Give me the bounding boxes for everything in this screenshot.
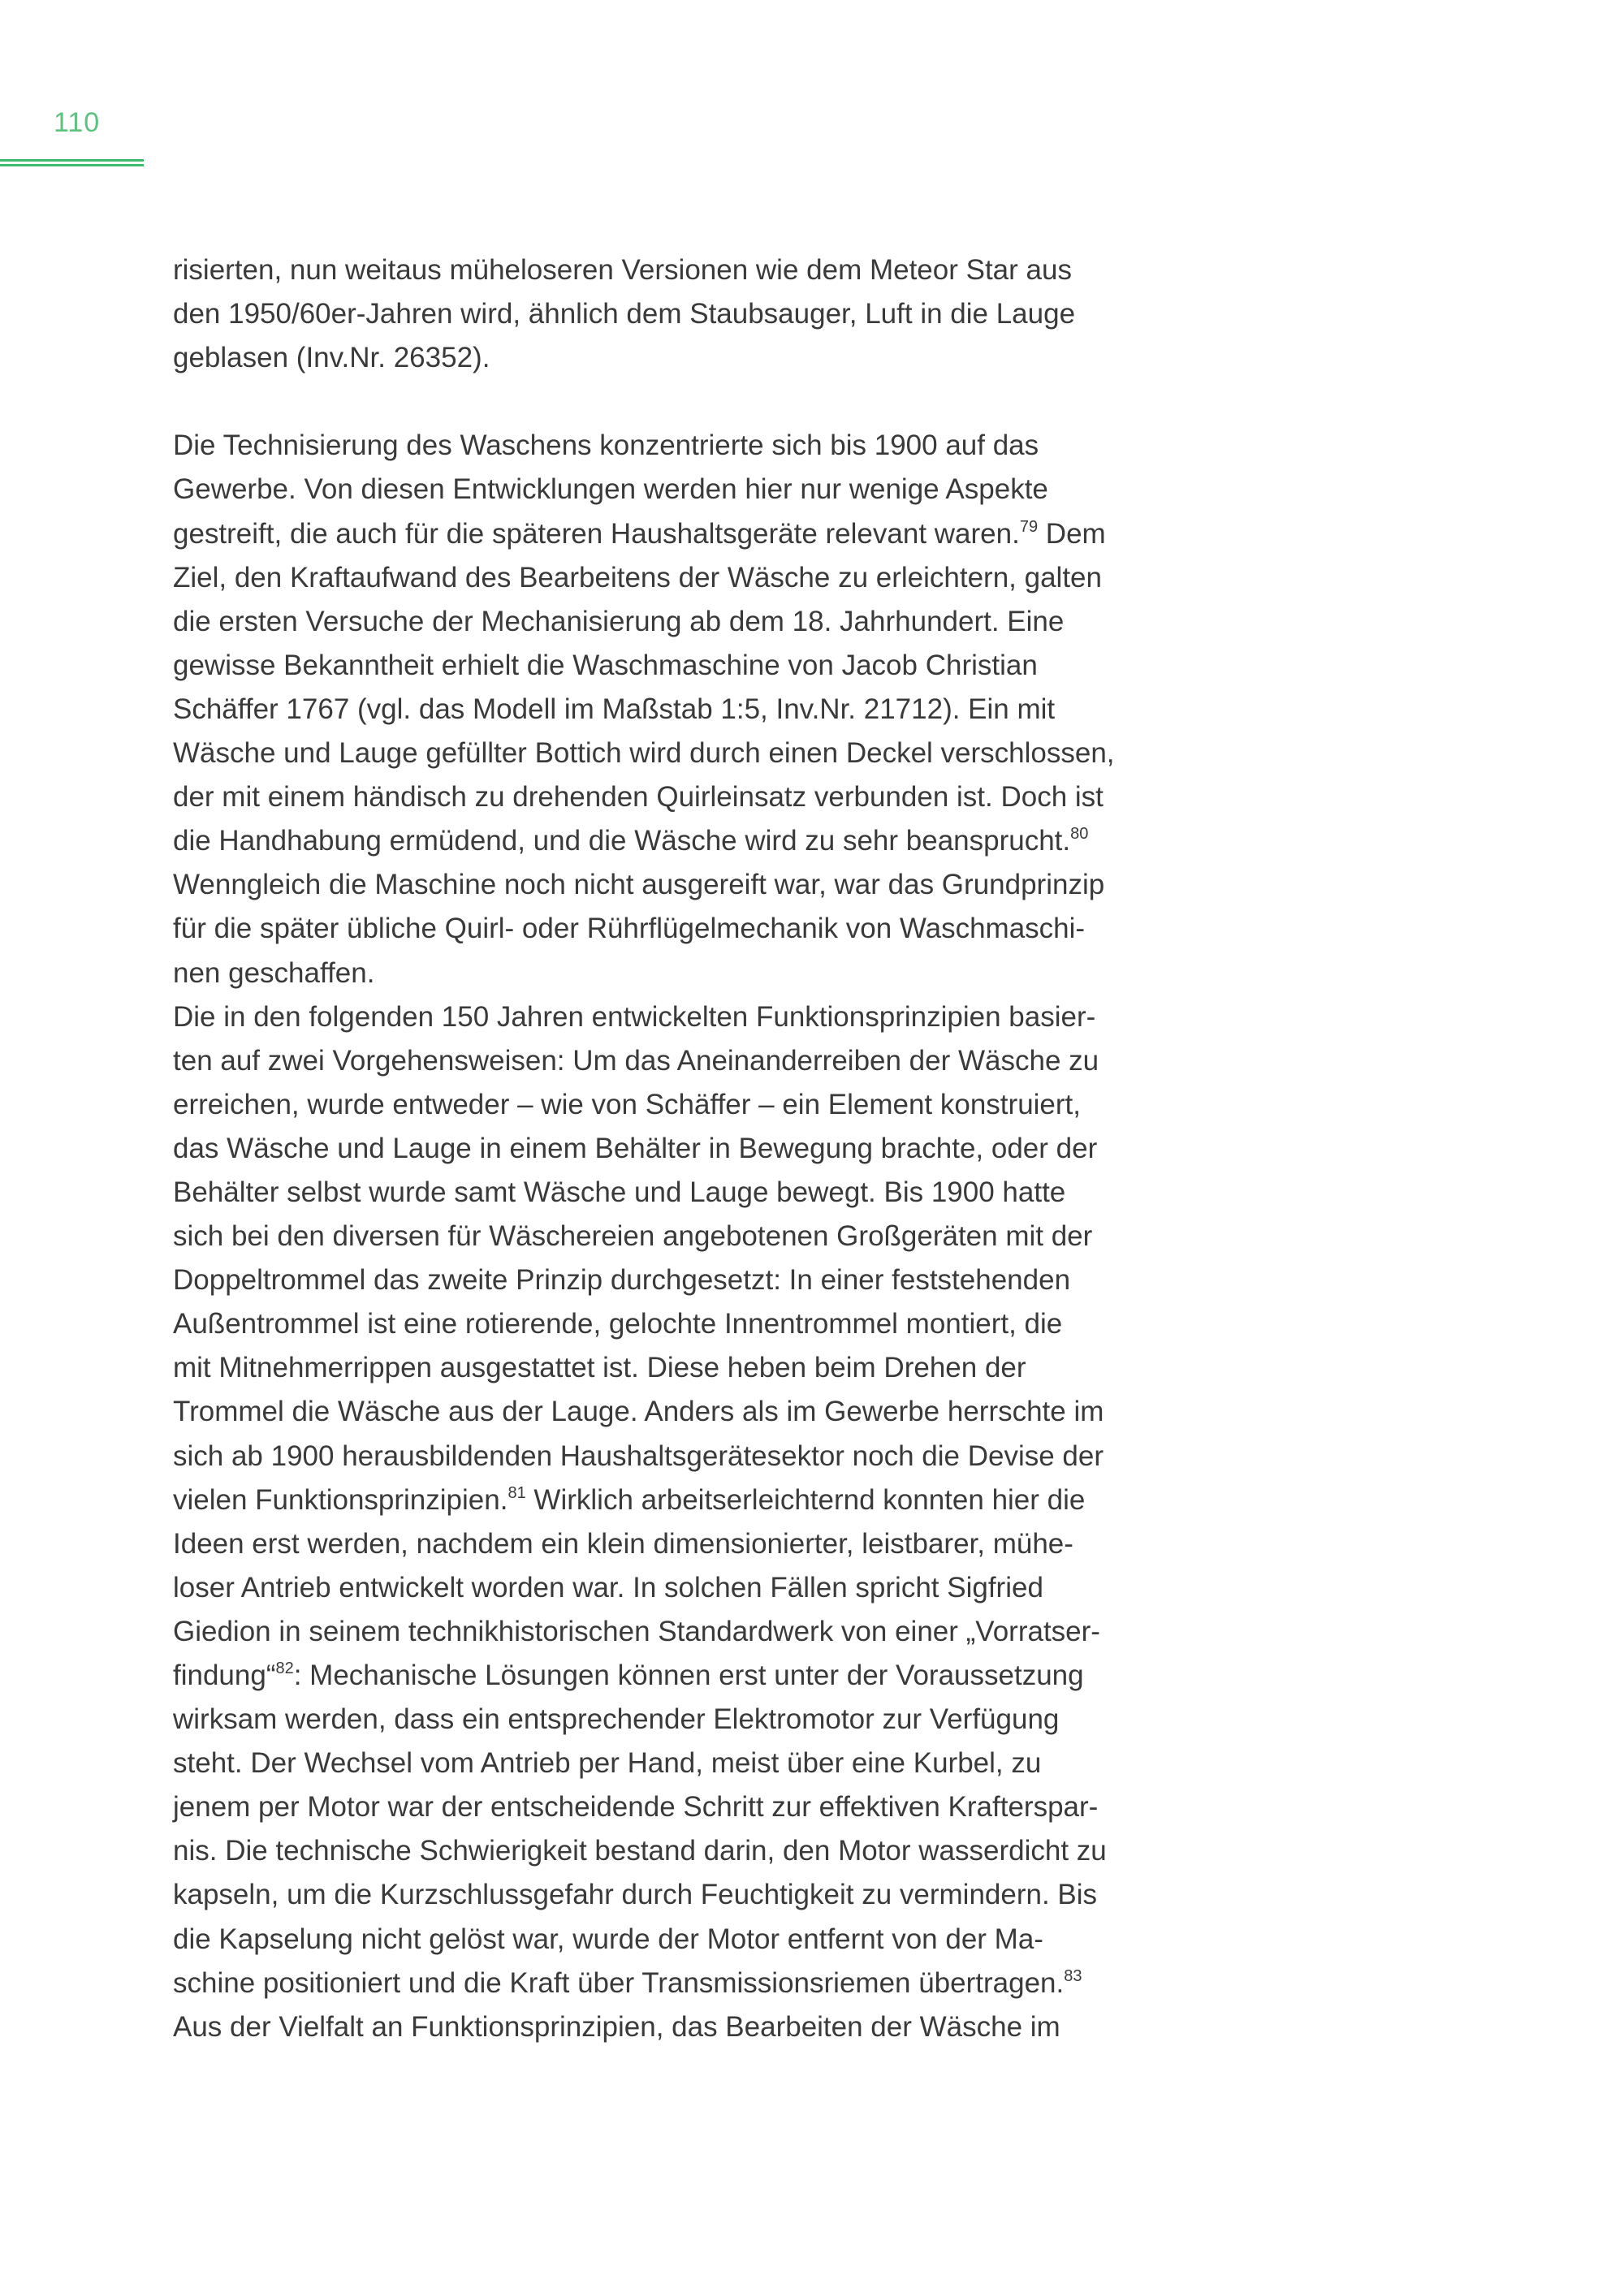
text-line: das Wäsche und Lauge in einem Behälter in Bewegung brachte, oder der xyxy=(173,1132,1098,1164)
text-line: risierten, nun weitaus müheloseren Versionen wie dem Meteor Star aus xyxy=(173,254,1072,286)
text-line: Gewerbe. Von diesen Entwicklungen werden hier nur wenige Aspekte xyxy=(173,473,1048,506)
text-line: kapseln, um die Kurzschlussgefahr durch Feuchtigkeit zu vermindern. Bis xyxy=(173,1879,1098,1911)
text-span: findung“ xyxy=(173,1660,276,1691)
text-line: Doppeltrommel das zweite Prinzip durchgesetzt: In einer feststehenden xyxy=(173,1264,1071,1297)
text-span: vielen Funktionsprinzipien. xyxy=(173,1483,508,1516)
text-line: Trommel die Wäsche aus der Lauge. Anders als im Gewerbe herrschte im xyxy=(173,1396,1104,1428)
body-text xyxy=(173,248,1277,2049)
paragraph-gap xyxy=(173,380,1277,424)
text-line: Aus der Vielfalt an Funktionsprinzipien, das Bearbeiten der Wäsche im xyxy=(173,2010,1060,2043)
text-line: erreichen, wurde entweder – wie von Schäffer – ein Element konstruiert, xyxy=(173,1088,1082,1120)
text-line xyxy=(173,1478,1277,1522)
text-span: schine positioniert und die Kraft über Transmissionsriemen übertragen. xyxy=(173,1966,1065,1999)
text-span: : Mechanische Lösungen können erst unter der Voraussetzung xyxy=(293,1660,1084,1691)
page-number: 110 xyxy=(54,107,101,138)
text-line: Die in den folgenden 150 Jahren entwickelten Funktionsprinzipien basier- xyxy=(173,1000,1096,1033)
text-line xyxy=(173,1654,1277,1698)
text-line: Wäsche und Lauge gefüllter Bottich wird durch einen Deckel verschlossen, xyxy=(173,737,1115,770)
text-line: Wenngleich die Maschine noch nicht ausgereift war, war das Grundprinzip xyxy=(173,869,1105,901)
text-span: Dem xyxy=(1038,517,1106,550)
text-line: Giedion in seinem technikhistorischen Standardwerk von einer „Vorratser- xyxy=(173,1615,1100,1647)
paragraph xyxy=(173,424,1277,995)
text-line: Schäffer 1767 (vgl. das Modell im Maßstab 1:5, Inv.Nr. 21712). Ein mit xyxy=(173,693,1056,725)
text-span: die Handhabung ermüdend, und die Wäsche wird zu sehr beansprucht. xyxy=(173,825,1071,857)
text-line: wirksam werden, dass ein entsprechender Elektromotor zur Verfügung xyxy=(173,1703,1060,1736)
text-line: die Kapselung nicht gelöst war, wurde der Motor entfernt von der Ma- xyxy=(173,1923,1043,1955)
text-line: der mit einem händisch zu drehenden Quirleinsatz verbunden ist. Doch ist xyxy=(173,781,1104,814)
text-line: nis. Die technische Schwierigkeit bestand darin, den Motor wasserdicht zu xyxy=(173,1835,1107,1867)
text-line xyxy=(173,819,1277,863)
text-line: die ersten Versuche der Mechanisierung ab dem 18. Jahrhundert. Eine xyxy=(173,605,1065,637)
text-line: jenem per Motor war der entscheidende Schritt zur effektiven Krafterspar- xyxy=(173,1791,1099,1824)
text-line: sich bei den diversen für Wäschereien angebotenen Großgeräten mit der xyxy=(173,1220,1093,1253)
text-line xyxy=(173,1962,1277,2005)
text-line: geblasen (Inv.Nr. 26352). xyxy=(173,342,490,374)
text-line: loser Antrieb entwickelt worden war. In solchen Fällen spricht Sigfried xyxy=(173,1571,1043,1604)
text-line xyxy=(173,512,1277,556)
text-line: mit Mitnehmerrippen ausgestattet ist. Diese heben beim Drehen der xyxy=(173,1352,1026,1384)
footnote-ref: 79 xyxy=(1019,517,1039,536)
text-line: den 1950/60er-Jahren wird, ähnlich dem Staubsauger, Luft in die Lauge xyxy=(173,298,1076,330)
paragraph xyxy=(173,995,1277,2049)
header-rule-top xyxy=(0,159,144,162)
text-line: Die Technisierung des Waschens konzentrierte sich bis 1900 auf das xyxy=(173,429,1039,462)
paragraph xyxy=(173,248,1277,380)
text-line: Ideen erst werden, nachdem ein klein dimensionierter, leistbarer, mühe- xyxy=(173,1527,1073,1560)
footnote-ref: 81 xyxy=(508,1483,526,1502)
footnote-ref: 82 xyxy=(275,1660,294,1677)
header-rule-bottom xyxy=(0,164,144,166)
text-line: Außentrommel ist eine rotierende, gelochte Innentrommel montiert, die xyxy=(173,1308,1063,1340)
text-line: ten auf zwei Vorgehensweisen: Um das Aneinanderreiben der Wäsche zu xyxy=(173,1044,1099,1077)
text-line: Behälter selbst wurde samt Wäsche und Lauge bewegt. Bis 1900 hatte xyxy=(173,1176,1066,1208)
text-line: für die später übliche Quirl- oder Rührflügelmechanik von Waschmaschi- xyxy=(173,913,1086,945)
text-line: nen geschaffen. xyxy=(173,956,375,989)
footnote-ref: 80 xyxy=(1070,825,1089,844)
text-span: Wirklich arbeitserleichternd konnten hier die xyxy=(525,1483,1086,1516)
text-line: steht. Der Wechsel vom Antrieb per Hand, meist über eine Kurbel, zu xyxy=(173,1747,1042,1780)
text-line: sich ab 1900 herausbildenden Haushaltsgerätesektor noch die Devise der xyxy=(173,1440,1104,1472)
footnote-ref: 83 xyxy=(1064,1966,1082,1985)
text-span: gestreift, die auch für die späteren Haushaltsgeräte relevant waren. xyxy=(173,517,1020,550)
text-line: Ziel, den Kraftaufwand des Bearbeitens der Wäsche zu erleichtern, galten xyxy=(173,561,1102,594)
text-line: gewisse Bekanntheit erhielt die Waschmaschine von Jacob Christian xyxy=(173,649,1038,681)
